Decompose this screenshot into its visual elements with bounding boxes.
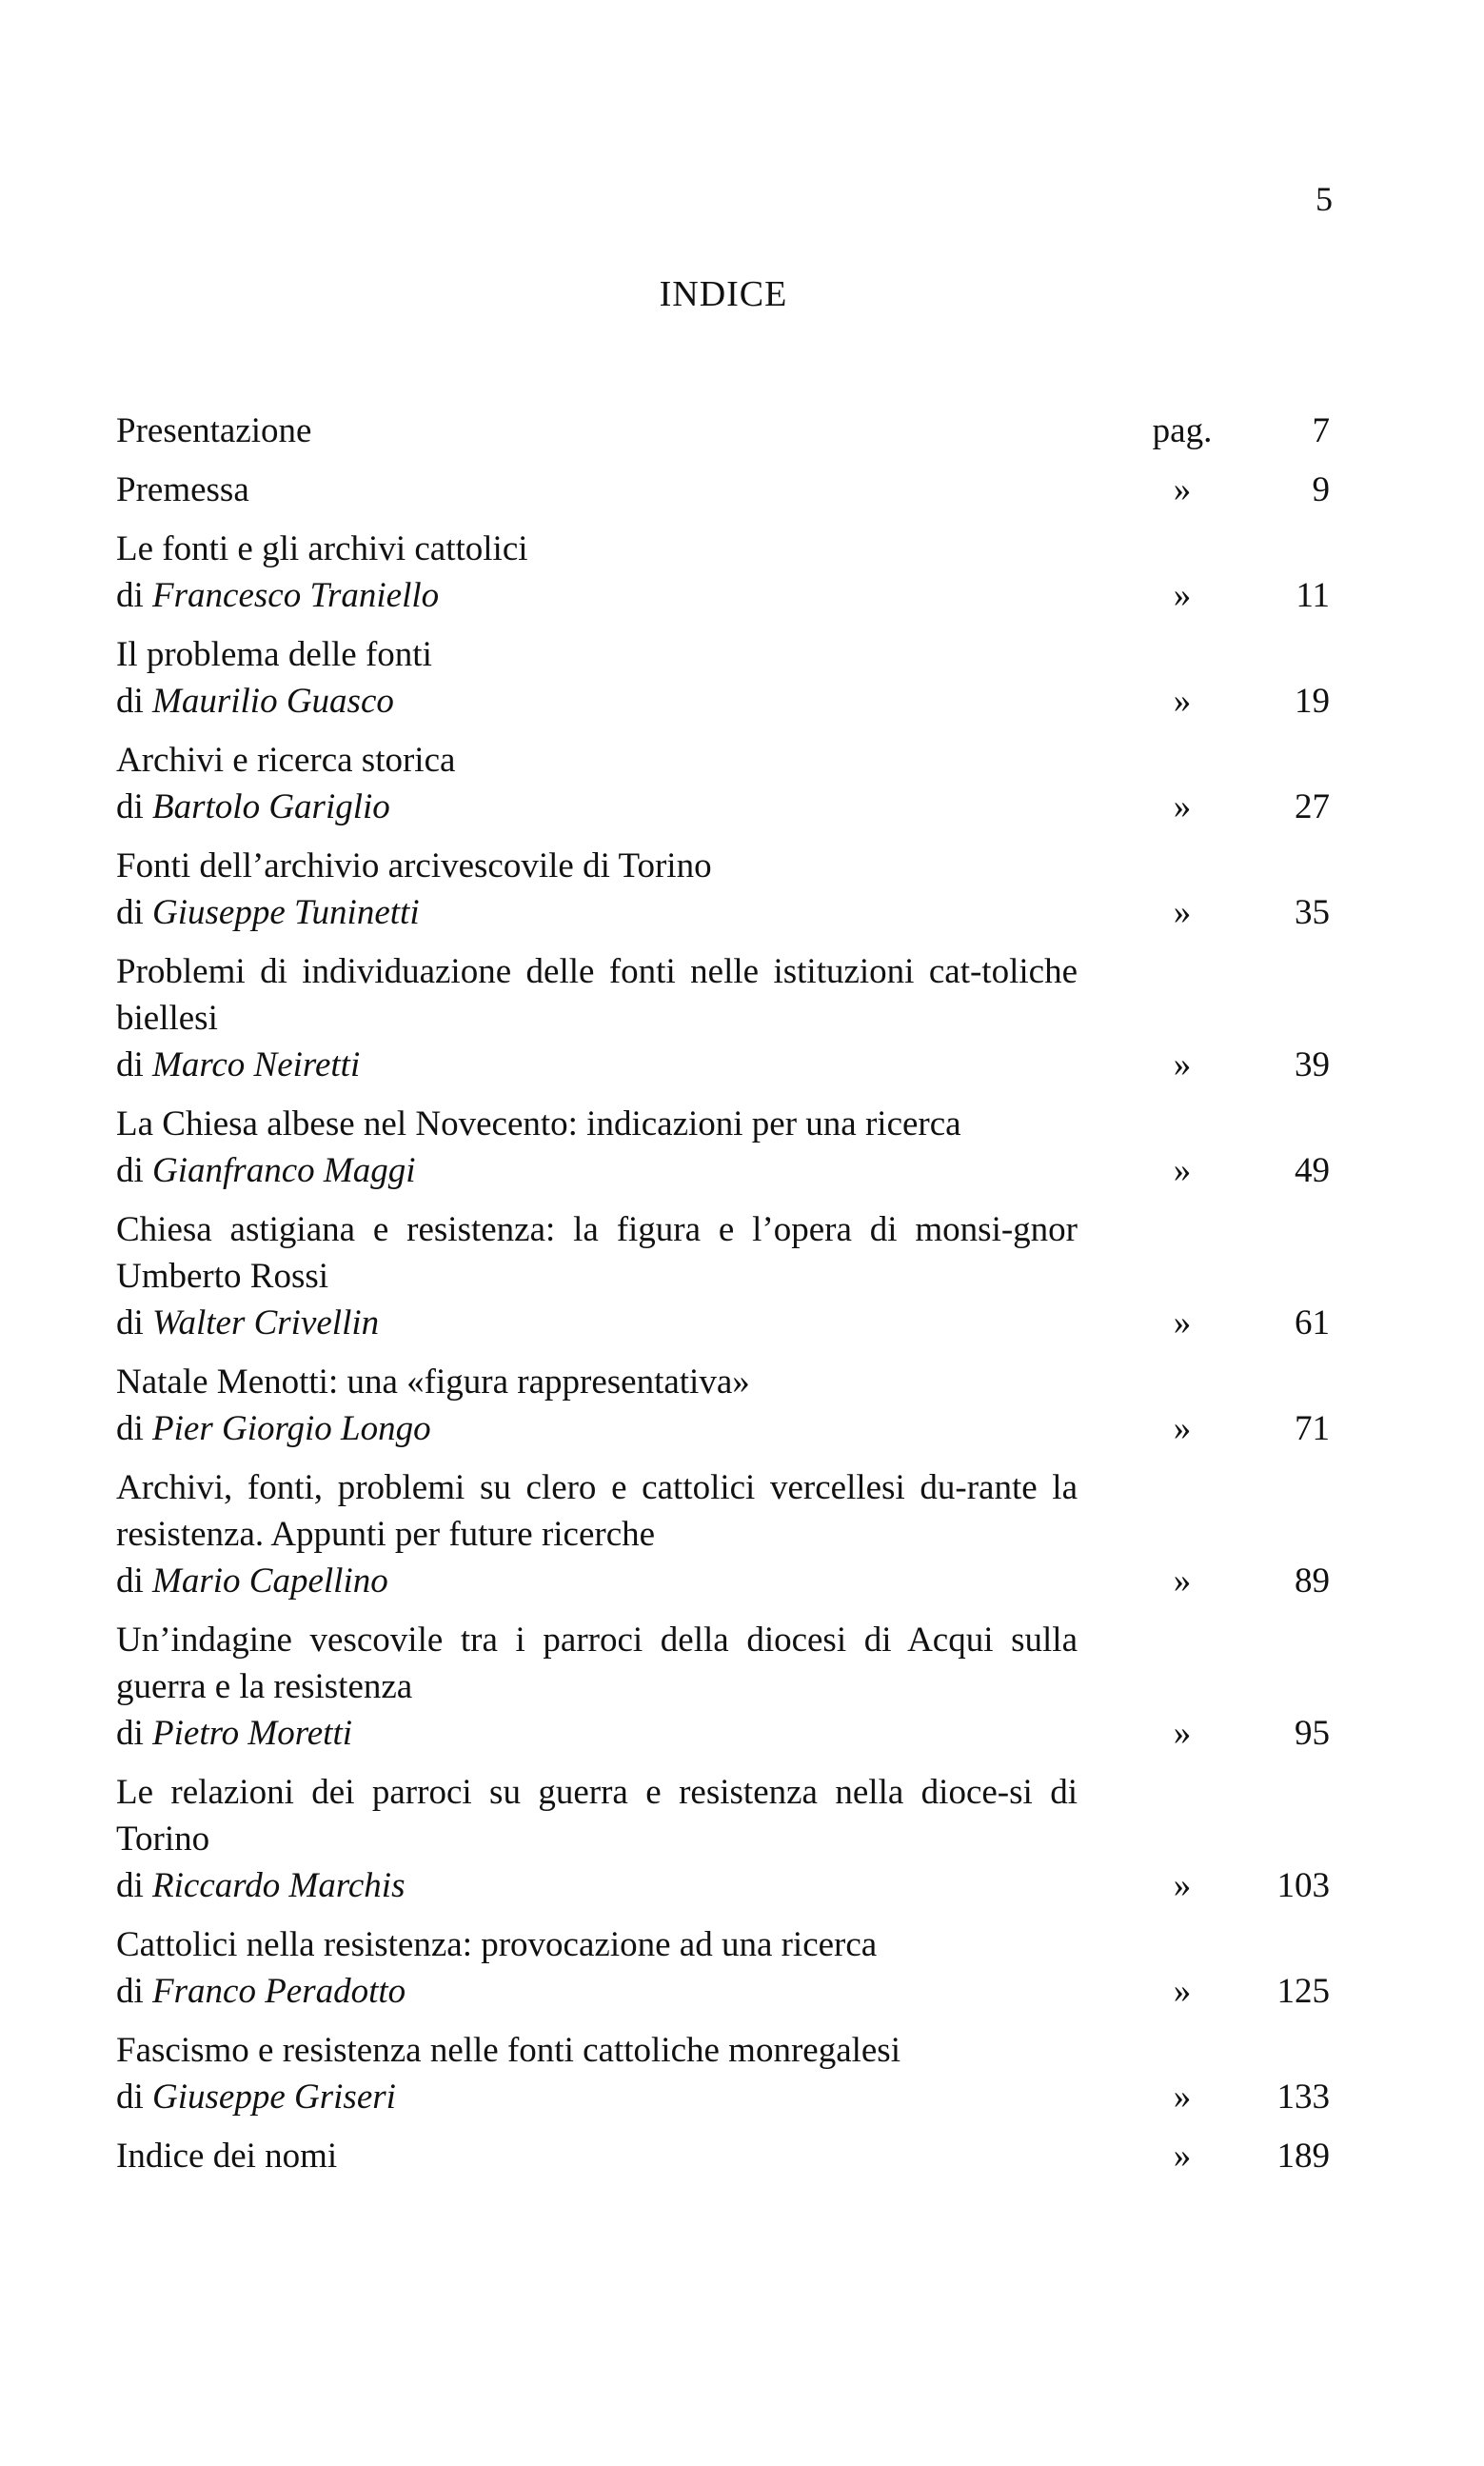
toc-entry-author-prefix: di [116, 682, 144, 721]
toc-entry-author-line [116, 1558, 1078, 1604]
toc-entry-page-marker: » [1173, 1714, 1192, 1753]
toc-entry-author-line [116, 1968, 1078, 2015]
toc-entry-page-number: 89 [1295, 1561, 1330, 1601]
toc-entry-author-prefix: di [116, 576, 144, 615]
toc-entry-author: Bartolo Gariglio [152, 787, 390, 826]
toc-entry-author-prefix: di [116, 1972, 144, 2011]
toc-entry-author: Franco Peradotto [152, 1972, 406, 2011]
toc-entry-page-number: 11 [1296, 576, 1330, 615]
toc-entry-author-line [116, 1147, 1078, 1194]
toc-entry [116, 526, 1330, 619]
toc-entry-author-line [116, 2074, 1078, 2120]
toc-entry-page-number: 95 [1295, 1714, 1330, 1753]
toc-entry-author-prefix: di [116, 1866, 144, 1905]
toc-entry [116, 467, 1330, 513]
toc-entry-page-marker: » [1173, 1151, 1192, 1190]
toc-entry-author-line [116, 1042, 1078, 1088]
toc-entry-title: Problemi di individuazione delle fonti nelle istituzioni cat-toliche biellesi [116, 952, 1078, 1038]
toc-entry [116, 1101, 1330, 1194]
toc-entry-author: Francesco Traniello [152, 576, 440, 615]
toc-entry-author-prefix: di [116, 1045, 144, 1084]
toc-entry-title: Chiesa astigiana e resistenza: la figura e l’opera di monsi-gnor Umberto Rossi [116, 1210, 1078, 1296]
toc-entry-page-marker: » [1173, 787, 1192, 826]
toc-entry-page-marker: » [1173, 1866, 1192, 1905]
toc-entry-author: Giuseppe Tuninetti [152, 893, 420, 932]
toc-entry-page-marker: » [1173, 1409, 1192, 1448]
toc-entry [116, 631, 1330, 725]
toc-entry-title: Il problema delle fonti [116, 635, 432, 674]
toc-entry-page-number: 71 [1295, 1409, 1330, 1448]
toc-entry-page-number: 125 [1276, 1972, 1330, 2011]
toc-entry-author-prefix: di [116, 2078, 144, 2117]
toc-entry-page-marker: » [1173, 470, 1192, 509]
toc-entry-author-line [116, 1300, 1078, 1346]
toc-entry-page-number: 61 [1295, 1303, 1330, 1342]
toc-entry-page-marker: » [1173, 1561, 1192, 1601]
toc-entry-title: Fonti dell’archivio arcivescovile di Torino [116, 846, 712, 885]
toc-entry-page-number: 9 [1312, 470, 1330, 509]
toc-entry-page-number: 7 [1312, 411, 1330, 450]
toc-entry-page-number: 27 [1295, 787, 1330, 826]
toc-entry-author-prefix: di [116, 1561, 144, 1601]
toc-entry-title: Archivi e ricerca storica [116, 741, 456, 780]
toc-entry [116, 1359, 1330, 1452]
toc-entry-page-number: 189 [1276, 2137, 1330, 2176]
toc-entry-page-marker: » [1173, 1972, 1192, 2011]
toc-entry-author-line [116, 1862, 1078, 1909]
toc-entry-author-prefix: di [116, 787, 144, 826]
toc-entry-title: Archivi, fonti, problemi su clero e cattolici vercellesi du-rante la resistenza. Appunti per future ricerche [116, 1468, 1078, 1554]
toc-entry-page-marker: » [1173, 1303, 1192, 1342]
toc-entry-page-marker: » [1173, 1045, 1192, 1084]
toc-entry-title: Le fonti e gli archivi cattolici [116, 529, 528, 568]
toc-entry-page-number: 49 [1295, 1151, 1330, 1190]
toc-entry-author-prefix: di [116, 893, 144, 932]
toc-entry-author: Mario Capellino [152, 1561, 388, 1601]
toc-entry-author-prefix: di [116, 1303, 144, 1342]
toc-entry [116, 737, 1330, 830]
toc-entry-page-number: 103 [1276, 1866, 1330, 1905]
toc-entry-author-prefix: di [116, 1714, 144, 1753]
toc-entry-title: Presentazione [116, 411, 312, 450]
toc-entry-title: Premessa [116, 470, 249, 509]
toc-entry-author-line [116, 889, 1078, 936]
toc-entry-author-line [116, 678, 1078, 725]
toc-entry-author: Giuseppe Griseri [152, 2078, 396, 2117]
toc-entry-page-marker: pag. [1152, 411, 1213, 450]
toc-entry-author-prefix: di [116, 1151, 144, 1190]
toc-entry [116, 2133, 1330, 2179]
toc-entry-page-number: 19 [1295, 682, 1330, 721]
toc-entry [116, 1617, 1330, 1757]
toc-entry-page-marker: » [1173, 2078, 1192, 2117]
toc-entry-page-number: 35 [1295, 893, 1330, 932]
toc-entry-page-marker: » [1173, 2137, 1192, 2176]
toc-entry-page-marker: » [1173, 576, 1192, 615]
toc-entry-author-line [116, 1710, 1078, 1757]
toc-entry [116, 2027, 1330, 2120]
toc-entry-title: Cattolici nella resistenza: provocazione ad una ricerca [116, 1925, 878, 1964]
toc-entry-author-line [116, 784, 1078, 830]
toc-entry [116, 1464, 1330, 1604]
toc-entry-author: Pier Giorgio Longo [152, 1409, 431, 1448]
toc-entry-page-number: 39 [1295, 1045, 1330, 1084]
toc-entry-title: Un’indagine vescovile tra i parroci della diocesi di Acqui sulla guerra e la resistenza [116, 1621, 1078, 1706]
toc-entry [116, 408, 1330, 454]
toc-entry-title: Fascismo e resistenza nelle fonti cattoliche monregalesi [116, 2031, 900, 2070]
toc-entry [116, 1921, 1330, 2015]
toc-entry-author-line [116, 572, 1078, 619]
page-number: 5 [1316, 180, 1333, 218]
toc-entry-author: Marco Neiretti [152, 1045, 361, 1084]
toc-entry-page-marker: » [1173, 893, 1192, 932]
toc-entry-title: La Chiesa albese nel Novecento: indicazioni per una ricerca [116, 1104, 961, 1144]
table-of-contents [116, 408, 1330, 2192]
toc-entry [116, 948, 1330, 1088]
toc-entry-author: Gianfranco Maggi [152, 1151, 416, 1190]
toc-entry-author: Riccardo Marchis [152, 1866, 406, 1905]
toc-entry-title: Natale Menotti: una «figura rappresentativa» [116, 1362, 750, 1402]
toc-entry-page-number: 133 [1276, 2078, 1330, 2117]
toc-entry [116, 1769, 1330, 1909]
toc-entry-title: Indice dei nomi [116, 2137, 338, 2176]
toc-entry-title: Le relazioni dei parroci su guerra e resistenza nella dioce-si di Torino [116, 1773, 1078, 1859]
toc-entry-author: Pietro Moretti [152, 1714, 352, 1753]
toc-entry-author-line [116, 1405, 1078, 1452]
toc-entry-author-prefix: di [116, 1409, 144, 1448]
toc-entry [116, 1206, 1330, 1346]
toc-entry-author: Walter Crivellin [152, 1303, 380, 1342]
toc-entry [116, 843, 1330, 936]
toc-entry-page-marker: » [1173, 682, 1192, 721]
toc-entry-author: Maurilio Guasco [152, 682, 394, 721]
page-title: INDICE [659, 274, 788, 314]
